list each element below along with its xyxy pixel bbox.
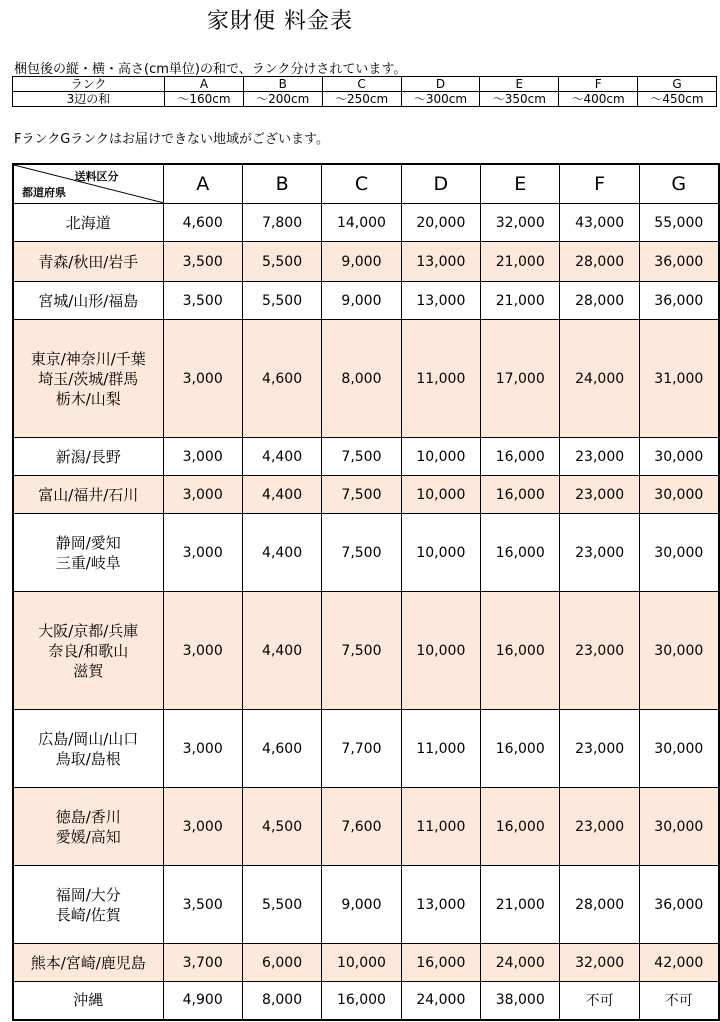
price-cell: 13,000: [401, 282, 480, 320]
table-row: [13, 204, 719, 242]
price-cell: 36,000: [639, 282, 718, 320]
table-row: [13, 476, 719, 514]
price-cell: 10,000: [401, 514, 480, 592]
price-cell: 30,000: [639, 788, 718, 866]
prefecture-line: 三重/岐阜: [55, 553, 121, 572]
prefecture-line: 東京/神奈川/千葉: [30, 349, 146, 368]
price-cell: 4,400: [242, 476, 321, 514]
prefecture-cell: [13, 320, 163, 438]
price-cell: 6,000: [242, 944, 321, 982]
price-cell: 11,000: [401, 710, 480, 788]
rank-cell: B: [243, 77, 322, 92]
price-cell: 7,500: [322, 592, 401, 710]
rank-cell: F: [559, 77, 638, 92]
prefecture-cell: [13, 982, 163, 1020]
price-cell: 4,400: [242, 438, 321, 476]
size-row: [13, 92, 717, 107]
prefecture-cell: [13, 944, 163, 982]
price-cell: 23,000: [560, 788, 639, 866]
price-cell: 21,000: [481, 866, 560, 944]
price-cell: 3,500: [163, 866, 242, 944]
size-cell: ～300cm: [401, 92, 480, 107]
rank-column-header: F: [560, 164, 639, 204]
price-cell: 23,000: [560, 710, 639, 788]
price-cell: 24,000: [401, 982, 480, 1020]
rate-header-row: [13, 164, 719, 204]
price-cell: 16,000: [481, 710, 560, 788]
prefecture-line: 奈良/和歌山: [48, 641, 129, 660]
price-cell: 21,000: [481, 282, 560, 320]
price-cell: 11,000: [401, 788, 480, 866]
price-cell: 16,000: [481, 592, 560, 710]
price-cell: 31,000: [639, 320, 718, 438]
size-cell: ～250cm: [322, 92, 401, 107]
prefecture-cell: [13, 204, 163, 242]
size-cell: ～160cm: [165, 92, 244, 107]
prefecture-line: 埼玉/茨城/群馬: [38, 369, 139, 388]
corner-shipping-class: 送料区分: [74, 170, 119, 183]
rank-note: 梱包後の縦・横・高さ(cm単位)の和で、ランク分けされています。: [14, 62, 407, 77]
table-row: [13, 866, 719, 944]
prefecture-line: 青森/秋田/岩手: [38, 252, 139, 271]
price-cell: 7,500: [322, 514, 401, 592]
price-cell: 23,000: [560, 514, 639, 592]
price-cell: 16,000: [322, 982, 401, 1020]
price-cell: 3,000: [163, 788, 242, 866]
price-cell: 8,000: [322, 320, 401, 438]
price-cell: 9,000: [322, 282, 401, 320]
rate-table: [12, 163, 720, 1021]
table-row: [13, 944, 719, 982]
price-cell: 7,700: [322, 710, 401, 788]
price-cell: 16,000: [481, 788, 560, 866]
rank-size-table: [12, 76, 717, 107]
price-cell: 13,000: [401, 242, 480, 282]
rank-column-header: A: [163, 164, 242, 204]
rank-cell: C: [322, 77, 401, 92]
price-cell: 7,500: [322, 438, 401, 476]
prefecture-line: 沖縄: [73, 991, 104, 1010]
prefecture-line: 富山/福井/石川: [38, 485, 139, 504]
price-cell: 3,000: [163, 592, 242, 710]
prefecture-cell: [13, 438, 163, 476]
size-cell: ～400cm: [559, 92, 638, 107]
price-cell: 10,000: [322, 944, 401, 982]
prefecture-line: 栃木/山梨: [55, 389, 121, 408]
prefecture-cell: [13, 866, 163, 944]
table-row: [13, 710, 719, 788]
price-cell: 32,000: [481, 204, 560, 242]
price-cell: 7,600: [322, 788, 401, 866]
rank-cell: G: [638, 77, 717, 92]
price-cell: 28,000: [560, 866, 639, 944]
price-cell: 10,000: [401, 592, 480, 710]
price-cell: 13,000: [401, 866, 480, 944]
price-cell: 38,000: [481, 982, 560, 1020]
price-cell: 3,700: [163, 944, 242, 982]
prefecture-line: 滋賀: [73, 661, 104, 680]
price-cell: 16,000: [401, 944, 480, 982]
prefecture-cell: [13, 242, 163, 282]
size-label: 3辺の和: [13, 92, 165, 107]
price-cell: 23,000: [560, 592, 639, 710]
price-cell: 5,500: [242, 866, 321, 944]
prefecture-cell: [13, 282, 163, 320]
price-cell: 21,000: [481, 242, 560, 282]
prefecture-line: 熊本/宮崎/鹿児島: [30, 953, 146, 972]
price-cell: 30,000: [639, 514, 718, 592]
corner-prefecture: 都道府県: [22, 186, 66, 199]
size-cell: ～350cm: [480, 92, 559, 107]
table-row: [13, 592, 719, 710]
price-cell: 30,000: [639, 710, 718, 788]
price-cell: 3,000: [163, 710, 242, 788]
price-cell: 9,000: [322, 866, 401, 944]
prefecture-line: 徳島/香川: [55, 807, 121, 826]
price-cell: 8,000: [242, 982, 321, 1020]
price-cell: 36,000: [639, 242, 718, 282]
price-cell: 3,000: [163, 514, 242, 592]
rank-column-header: D: [401, 164, 480, 204]
price-cell: 10,000: [401, 476, 480, 514]
price-cell: 3,000: [163, 476, 242, 514]
prefecture-line: 福岡/大分: [55, 885, 121, 904]
price-cell: 3,500: [163, 242, 242, 282]
rank-column-header: C: [322, 164, 401, 204]
price-cell: 20,000: [401, 204, 480, 242]
price-cell: 11,000: [401, 320, 480, 438]
prefecture-line: 宮城/山形/福島: [38, 291, 139, 310]
table-row: [13, 982, 719, 1020]
prefecture-line: 広島/岡山/山口: [38, 729, 139, 748]
price-cell: 30,000: [639, 438, 718, 476]
table-row: [13, 514, 719, 592]
prefecture-cell: [13, 592, 163, 710]
page-title: 家財便 料金表: [207, 9, 353, 34]
rank-column-header: B: [242, 164, 321, 204]
prefecture-line: 長崎/佐賀: [55, 905, 121, 924]
price-cell: 16,000: [481, 476, 560, 514]
price-cell: 42,000: [639, 944, 718, 982]
corner-header: [13, 164, 163, 204]
price-cell: 5,500: [242, 242, 321, 282]
price-cell: 36,000: [639, 866, 718, 944]
price-cell: 24,000: [560, 320, 639, 438]
price-cell: 4,600: [242, 710, 321, 788]
prefecture-line: 鳥取/島根: [55, 749, 121, 768]
prefecture-cell: [13, 514, 163, 592]
price-cell: 55,000: [639, 204, 718, 242]
price-cell: 7,800: [242, 204, 321, 242]
price-cell: 28,000: [560, 282, 639, 320]
price-cell: 3,500: [163, 282, 242, 320]
table-row: [13, 320, 719, 438]
price-cell: 4,900: [163, 982, 242, 1020]
price-cell: 30,000: [639, 476, 718, 514]
size-cell: ～200cm: [243, 92, 322, 107]
price-cell: 24,000: [481, 944, 560, 982]
price-cell: 16,000: [481, 514, 560, 592]
price-cell: 43,000: [560, 204, 639, 242]
rank-label: ランク: [13, 77, 165, 92]
price-cell: 4,600: [242, 320, 321, 438]
prefecture-cell: [13, 788, 163, 866]
price-cell: 32,000: [560, 944, 639, 982]
size-cell: ～450cm: [638, 92, 717, 107]
table-row: [13, 242, 719, 282]
price-cell: 10,000: [401, 438, 480, 476]
price-cell: 17,000: [481, 320, 560, 438]
price-cell: 4,400: [242, 592, 321, 710]
prefecture-line: 静岡/愛知: [55, 533, 121, 552]
price-cell: 5,500: [242, 282, 321, 320]
price-cell: 7,500: [322, 476, 401, 514]
price-cell: 不可: [639, 982, 718, 1020]
price-cell: 23,000: [560, 438, 639, 476]
rank-cell: D: [401, 77, 480, 92]
prefecture-line: 大阪/京都/兵庫: [38, 621, 139, 640]
table-row: [13, 438, 719, 476]
prefecture-line: 新潟/長野: [55, 447, 121, 466]
price-cell: 16,000: [481, 438, 560, 476]
price-cell: 23,000: [560, 476, 639, 514]
prefecture-cell: [13, 710, 163, 788]
price-cell: 14,000: [322, 204, 401, 242]
prefecture-line: 愛媛/高知: [55, 827, 121, 846]
rank-cell: E: [480, 77, 559, 92]
prefecture-cell: [13, 476, 163, 514]
prefecture-line: 北海道: [65, 213, 111, 232]
price-cell: 3,000: [163, 320, 242, 438]
price-cell: 4,600: [163, 204, 242, 242]
table-row: [13, 282, 719, 320]
rank-cell: A: [165, 77, 244, 92]
rank-column-header: E: [481, 164, 560, 204]
price-cell: 28,000: [560, 242, 639, 282]
price-cell: 不可: [560, 982, 639, 1020]
price-cell: 4,500: [242, 788, 321, 866]
price-cell: 30,000: [639, 592, 718, 710]
price-cell: 3,000: [163, 438, 242, 476]
fg-rank-note: FランクGランクはお届けできない地域がございます。: [14, 132, 329, 147]
rank-row: [13, 77, 717, 92]
price-cell: 4,400: [242, 514, 321, 592]
price-cell: 9,000: [322, 242, 401, 282]
rank-column-header: G: [639, 164, 718, 204]
table-row: [13, 788, 719, 866]
